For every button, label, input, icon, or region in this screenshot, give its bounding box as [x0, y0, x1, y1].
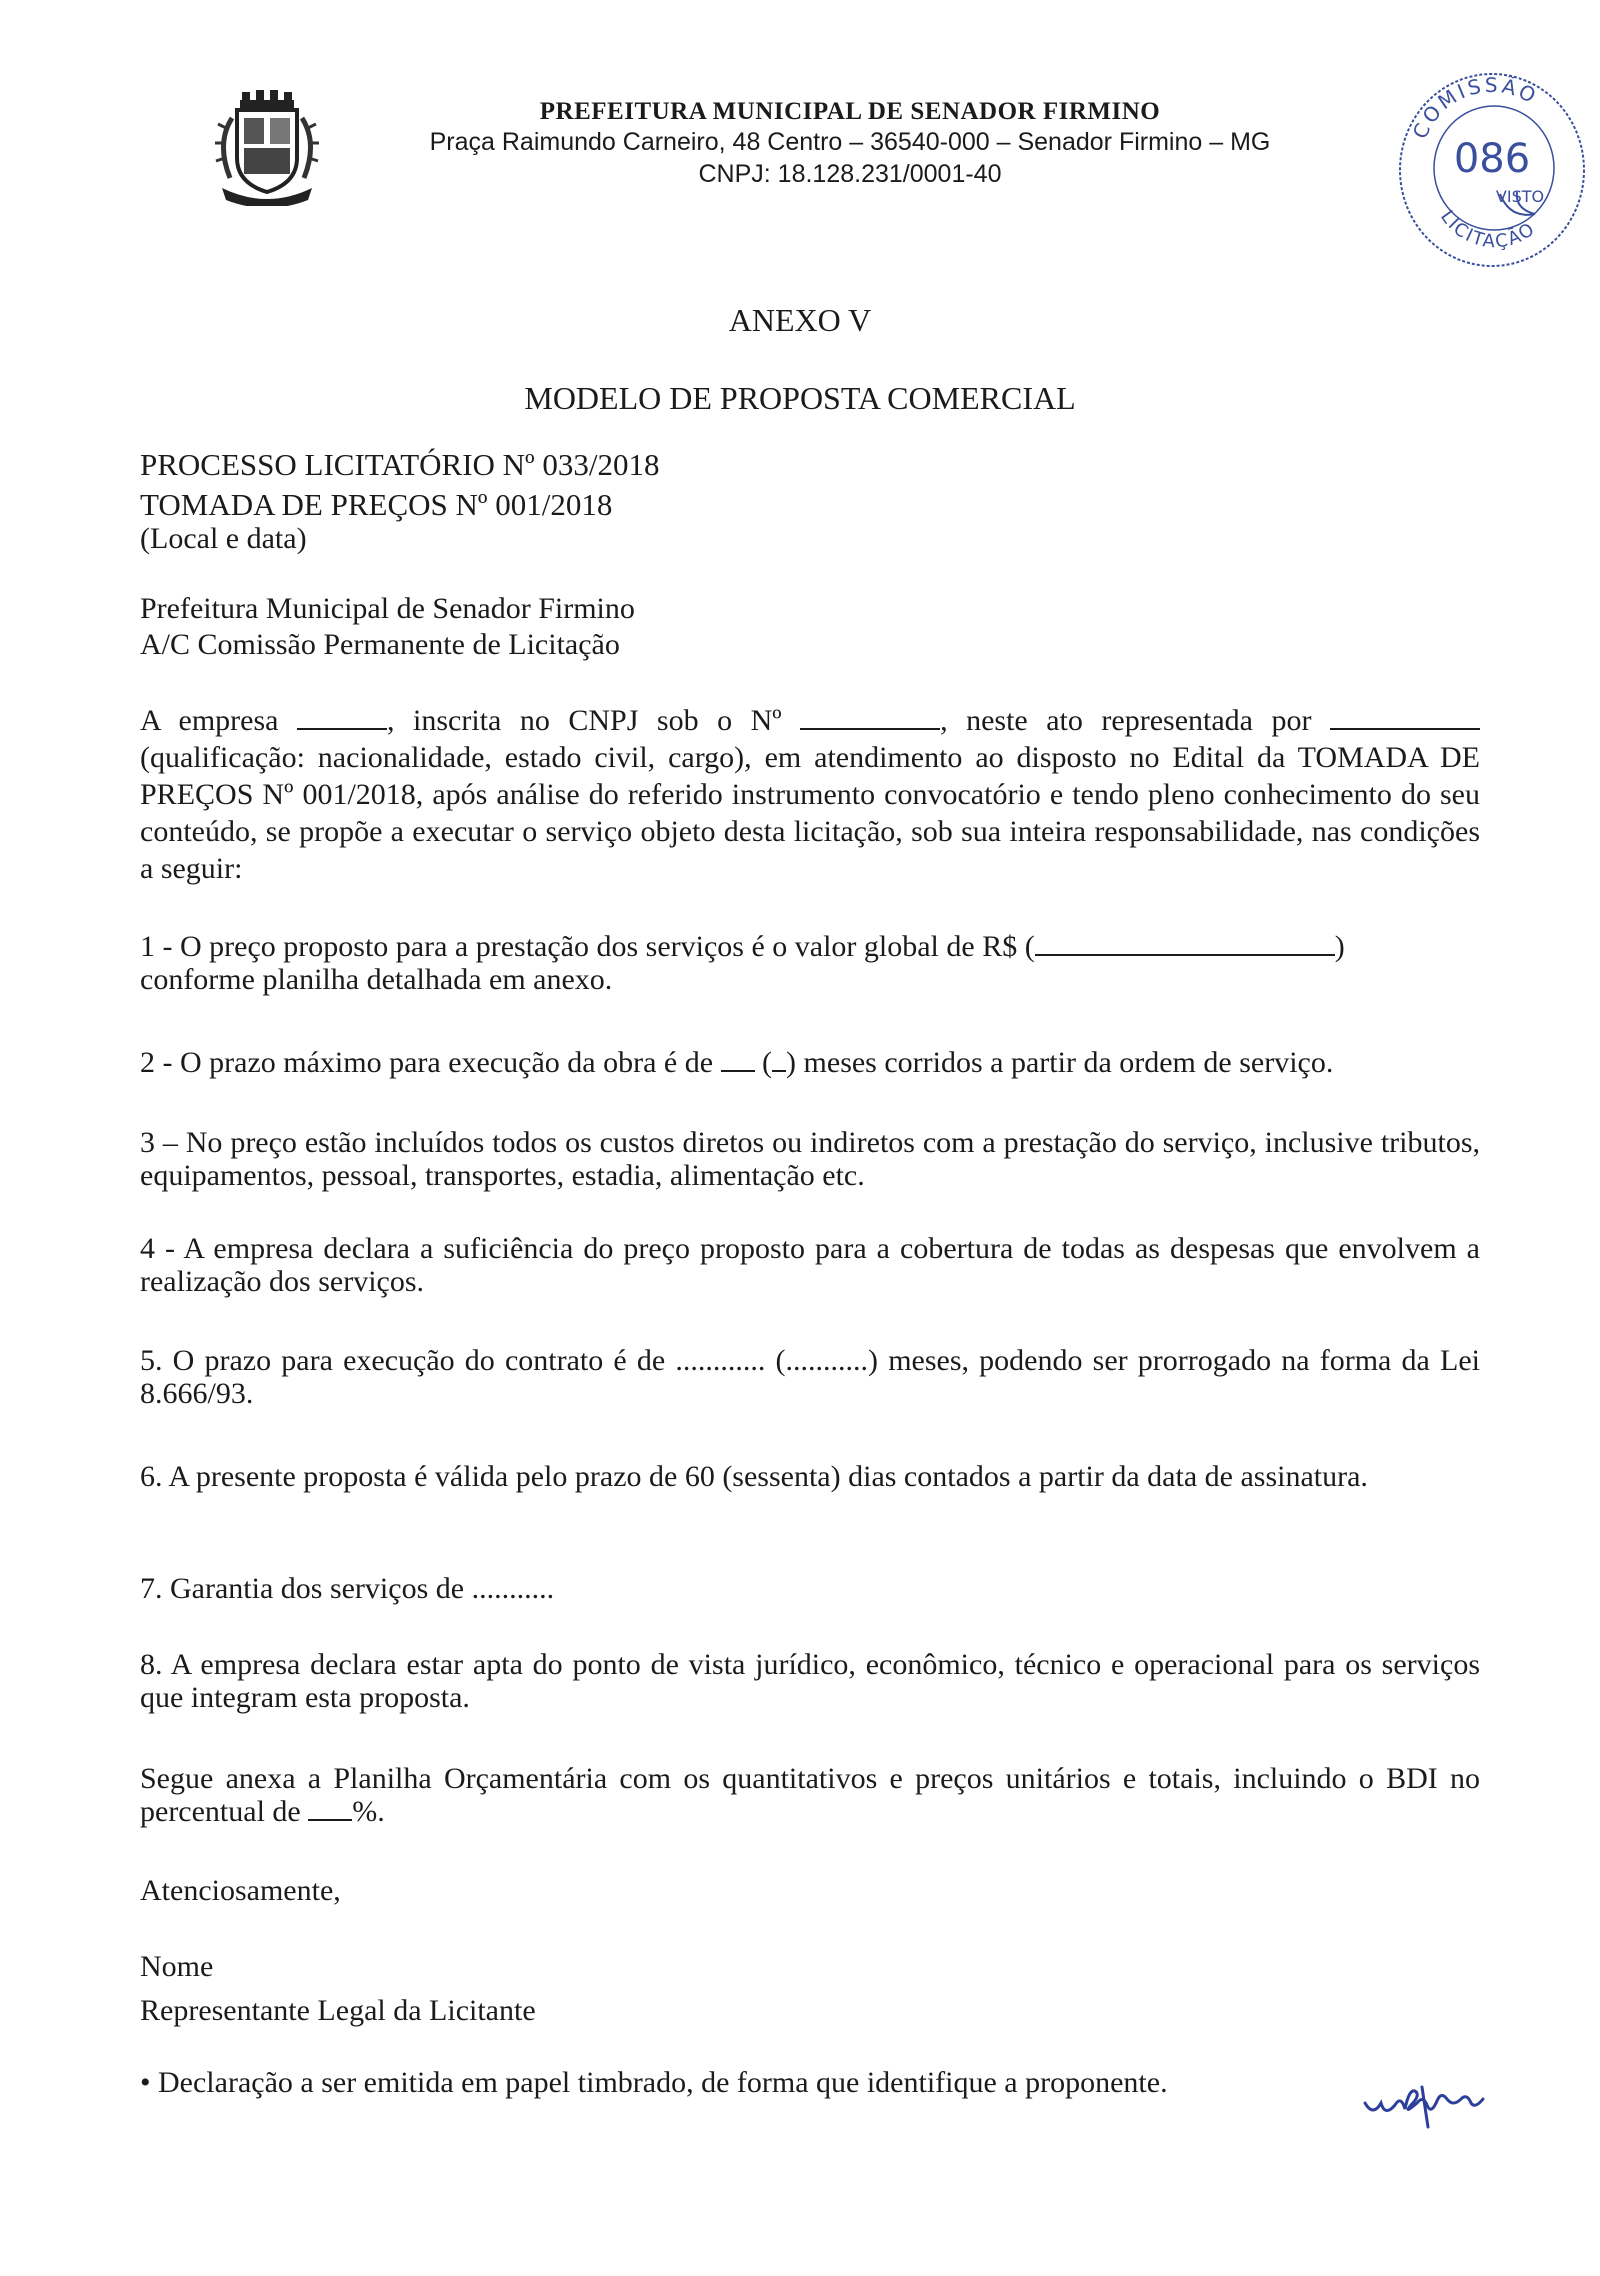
item-3: 3 – No preço estão incluídos todos os custos diretos ou indiretos com a prestação do serviço, inclusive tributos, equipamentos, pessoal, transportes, estadia, alimentação etc.	[140, 1126, 1480, 1192]
recipient-name: Prefeitura Municipal de Senador Firmino	[140, 592, 635, 625]
company-blank	[297, 706, 387, 730]
stamp-bottom-text: LICITAÇÃO	[1436, 206, 1540, 253]
recipient-attention: A/C Comissão Permanente de Licitação	[140, 628, 620, 661]
closing: Atenciosamente,	[140, 1874, 341, 1907]
item-1: 1 - O preço proposto para a prestação dos serviços é o valor global de R$ ( ) conforme planilha detalhada em anexo.	[140, 930, 1345, 996]
intro-paragraph: A empresa , inscrita no CNPJ sob o Nº , neste ato representada por (qualificação: nacionalidade, estado civil, cargo), em atendimento ao disposto no Edital da TOMADA DE PREÇOS Nº 001/2018, após análise do referido instrumento convocatório e tendo pleno conhecimento do seu conteúdo, se propõe a executar o serviço objeto desta licitação, sob sua inteira responsabilidade, nas condições a seguir:	[140, 704, 1480, 885]
item-5: 5. O prazo para execução do contrato é de ............ (...........) meses, podendo ser prorrogado na forma da Lei 8.666/93.	[140, 1344, 1480, 1410]
commission-stamp	[1392, 62, 1592, 272]
local-and-date: (Local e data)	[140, 522, 307, 555]
bdi-blank	[308, 1797, 352, 1821]
org-name: PREFEITURA MUNICIPAL DE SENADOR FIRMINO	[539, 98, 1161, 125]
global-value-blank	[1035, 932, 1335, 956]
item-6: 6. A presente proposta é válida pelo prazo de 60 (sessenta) dias contados a partir da data de assinatura.	[140, 1460, 1368, 1493]
deadline-blank	[721, 1048, 755, 1072]
attachment-paragraph: Segue anexa a Planilha Orçamentária com os quantitativos e preços unitários e totais, incluindo o BDI no percentual de %.	[140, 1762, 1480, 1828]
org-address: Praça Raimundo Carneiro, 48 Centro – 36540-000 – Senador Firmino – MG	[429, 128, 1271, 156]
signer-name: Nome	[140, 1950, 214, 1983]
item-7: 7. Garantia dos serviços de ...........	[140, 1572, 555, 1605]
document-title: MODELO DE PROPOSTA COMERCIAL	[524, 380, 1076, 416]
item-4: 4 - A empresa declara a suficiência do preço proposto para a cobertura de todas as despesas que envolvem a realização dos serviços.	[140, 1232, 1480, 1298]
cnpj-blank	[800, 706, 940, 730]
svg-text:COMISSÃO	[1408, 73, 1543, 142]
item-2: 2 - O prazo máximo para execução da obra é de ( ) meses corridos a partir da ordem de serviço.	[140, 1046, 1334, 1079]
annex-title: ANEXO V	[728, 302, 872, 338]
stamp-top-text: COMISSÃO	[1407, 72, 1543, 143]
stamp-number: 086	[1453, 136, 1531, 182]
item-8: 8. A empresa declara estar apta do ponto de vista jurídico, econômico, técnico e operacional para os serviços que integram esta proposta.	[140, 1648, 1480, 1714]
stamp-visto: VISTO	[1495, 187, 1545, 206]
process-number: PROCESSO LICITATÓRIO Nº 033/2018	[140, 447, 660, 482]
letterhead-note: • Declaração a ser emitida em papel timbrado, de forma que identifique a proponente.	[140, 2066, 1168, 2099]
handwritten-initials	[1360, 2065, 1520, 2135]
representative-blank	[1330, 706, 1480, 730]
signer-role: Representante Legal da Licitante	[140, 1994, 536, 2027]
tomada-precos: TOMADA DE PREÇOS Nº 001/2018	[140, 487, 613, 522]
org-cnpj: CNPJ: 18.128.231/0001-40	[698, 160, 1002, 188]
